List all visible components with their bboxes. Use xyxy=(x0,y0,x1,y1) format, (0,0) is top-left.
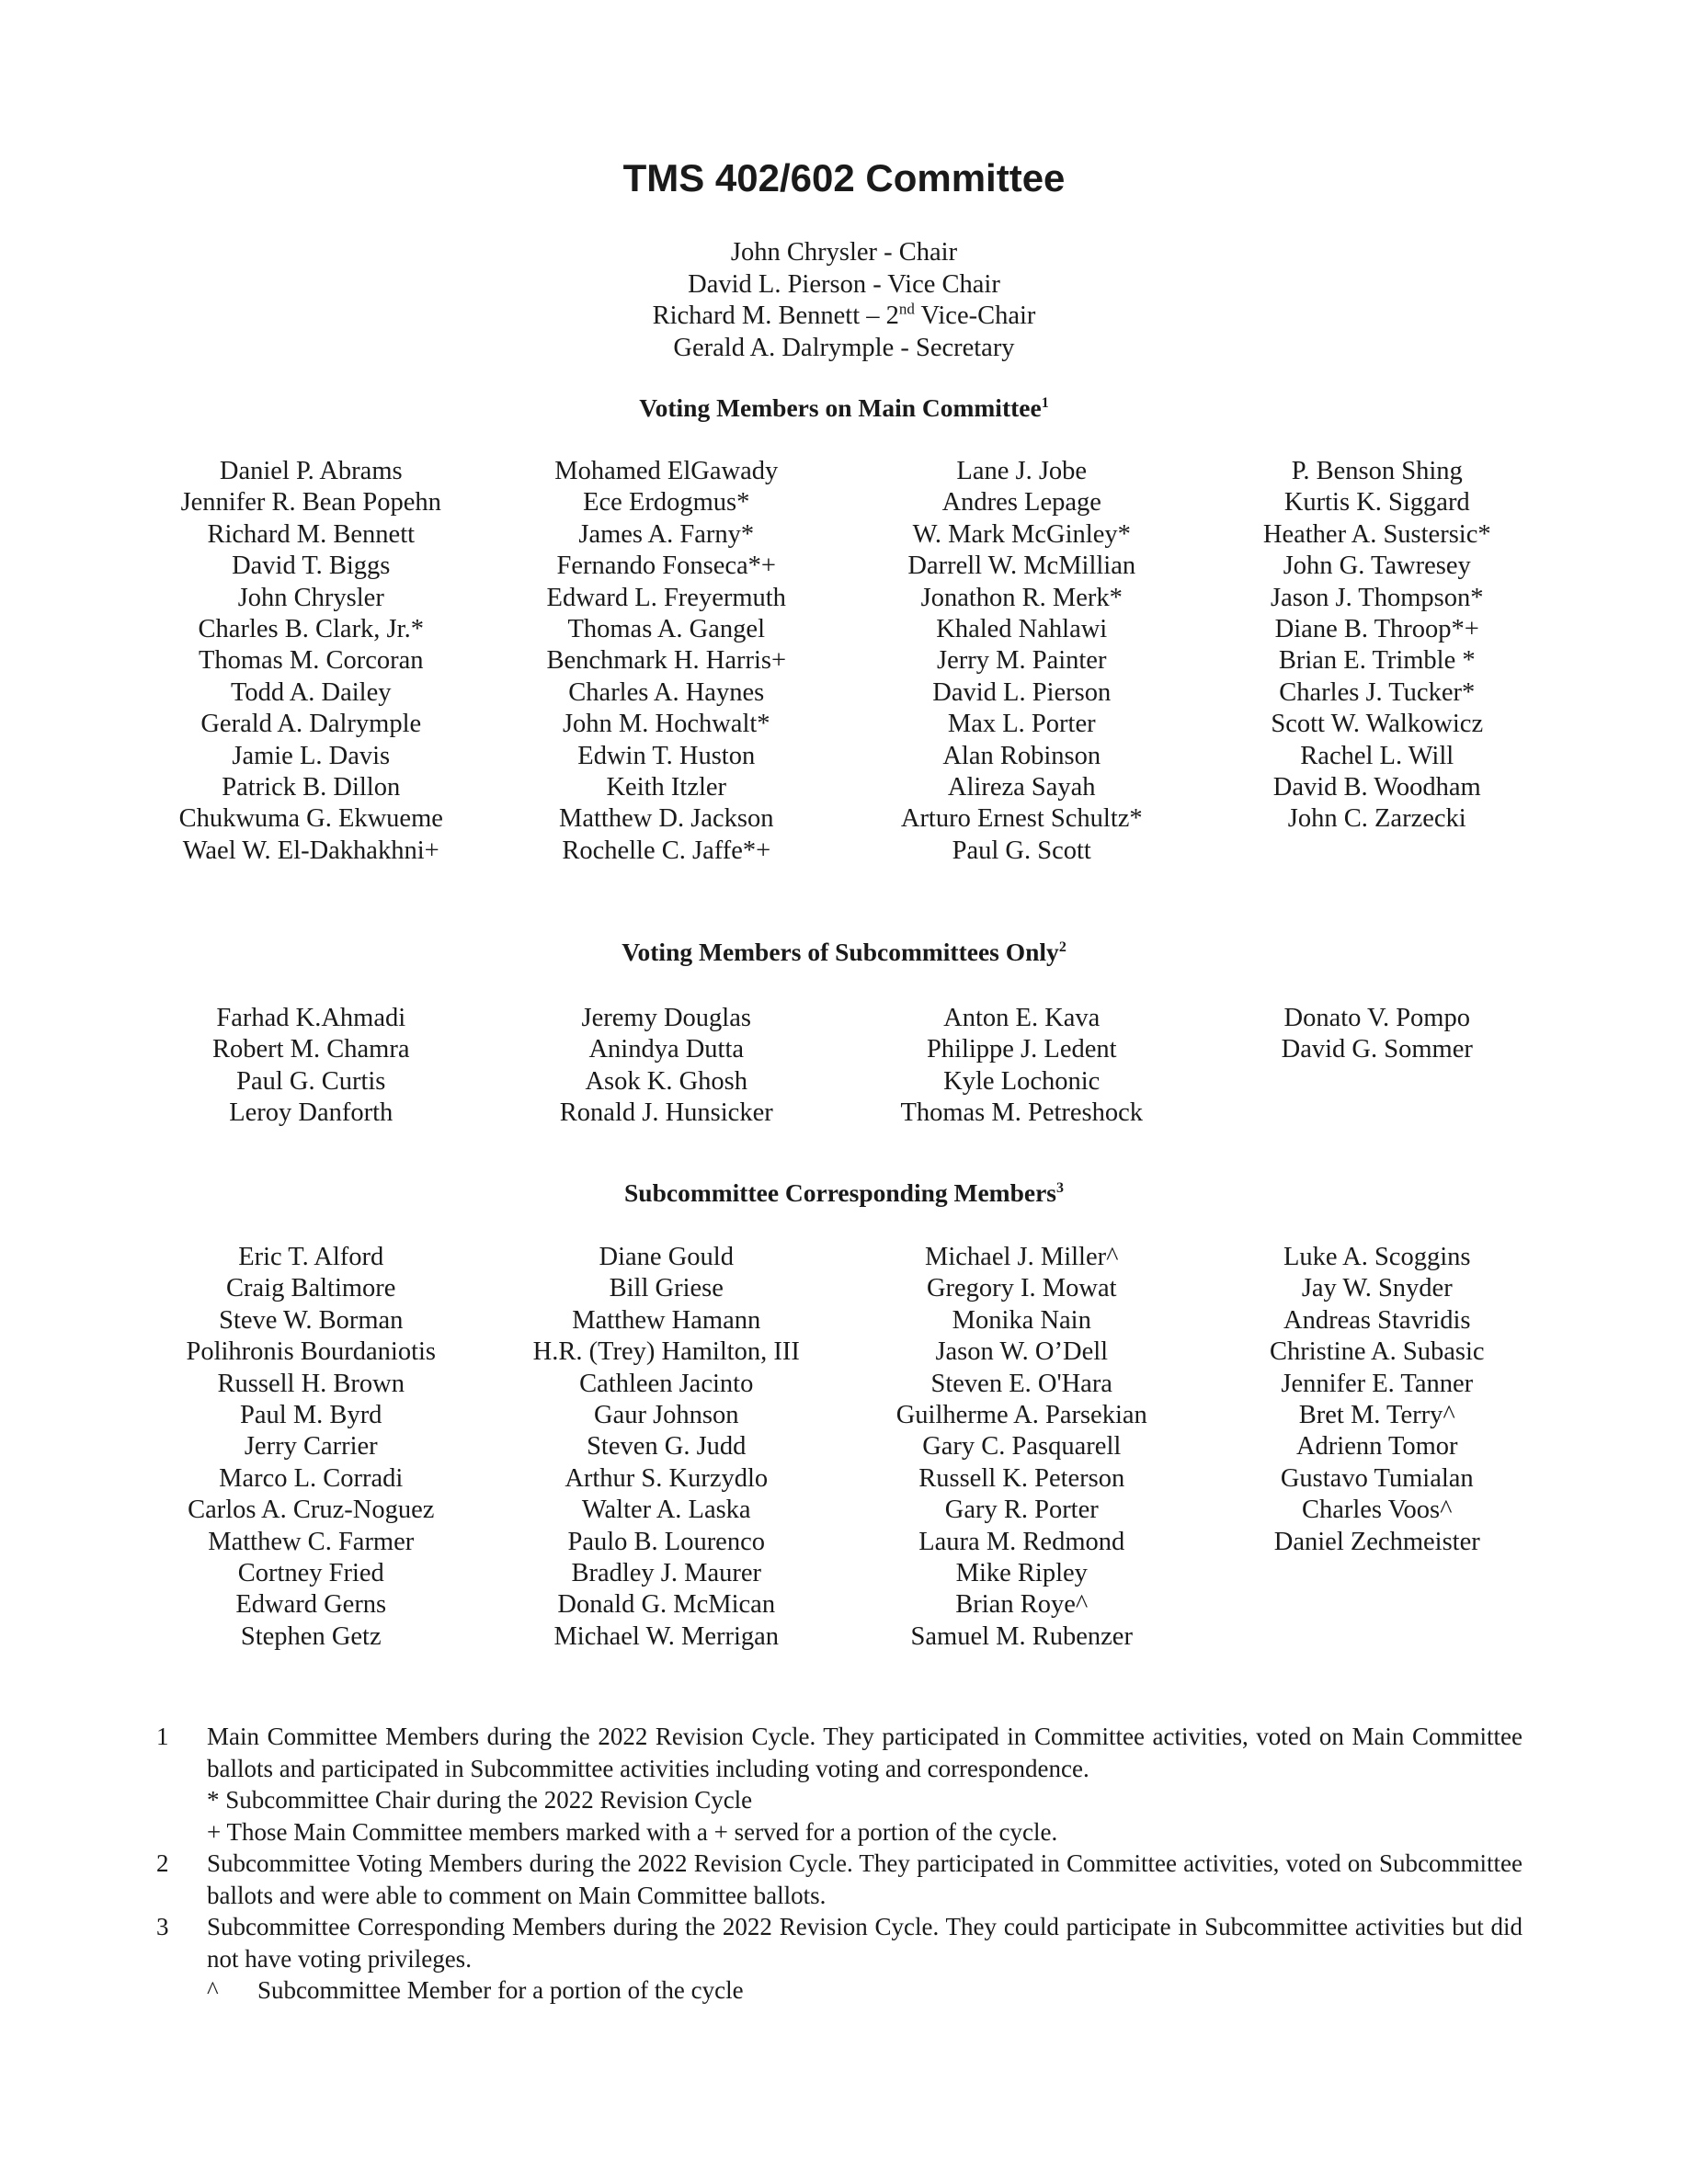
member-name: Jennifer R. Bean Popehn xyxy=(180,488,441,518)
member-name: Andres Lepage xyxy=(941,488,1101,518)
member-name: Donato V. Pompo xyxy=(1283,1004,1470,1032)
member-name: Gerald A. Dalrymple xyxy=(200,710,422,739)
member-name: Max L. Porter xyxy=(947,710,1096,739)
page-title: TMS 402/602 Committee xyxy=(622,156,1066,199)
member-name: Brian E. Trimble * xyxy=(1278,646,1476,676)
member-name: David L. Pierson xyxy=(932,677,1112,707)
member-name: Keith Itzler xyxy=(606,773,727,802)
member-name: Paul G. Curtis xyxy=(236,1066,386,1096)
member-name: Guilherme A. Parsekian xyxy=(895,1401,1147,1430)
member-name: Todd A. Dailey xyxy=(230,677,392,707)
member-name: Edwin T. Huston xyxy=(577,741,756,770)
member-name: Philippe J. Ledent xyxy=(926,1035,1117,1064)
member-name: Russell K. Peterson xyxy=(918,1463,1125,1493)
member-name: Michael J. Miller^ xyxy=(925,1243,1119,1271)
member-name: Brian Roye^ xyxy=(955,1590,1089,1620)
member-column xyxy=(1200,1003,1556,1130)
member-name: Diane Gould xyxy=(599,1243,734,1271)
member-name: Mohamed ElGawady xyxy=(554,457,779,485)
member-name: Matthew Hamann xyxy=(572,1305,761,1335)
member-name: Paul M. Byrd xyxy=(240,1401,382,1430)
member-name: Ronald J. Hunsicker xyxy=(559,1098,773,1128)
member-name: Gary C. Pasquarell xyxy=(922,1432,1122,1462)
member-name: Eric T. Alford xyxy=(238,1243,384,1271)
member-name: Donald G. McMican xyxy=(557,1590,776,1620)
member-name: Andreas Stavridis xyxy=(1283,1305,1471,1335)
member-name: Mike Ripley xyxy=(955,1559,1088,1588)
officer-second-vice-chair-pre: Richard M. Bennett – 2 xyxy=(652,301,899,330)
member-name: Wael W. El-Dakhakhni+ xyxy=(182,836,439,865)
member-name: David B. Woodham xyxy=(1272,773,1481,802)
officer-vice-chair: David L. Pierson - Vice Chair xyxy=(688,269,1000,299)
member-name: Matthew C. Farmer xyxy=(208,1527,415,1556)
member-name: Polihronis Bourdaniotis xyxy=(186,1337,437,1367)
member-name: Robert M. Chamra xyxy=(211,1035,410,1064)
member-name: Carlos A. Cruz-Noguez xyxy=(188,1496,435,1525)
member-column xyxy=(489,456,845,867)
member-name: David T. Biggs xyxy=(232,552,391,581)
member-name: Jerry Carrier xyxy=(244,1432,378,1462)
member-name: Edward Gerns xyxy=(235,1590,387,1620)
member-name: Jamie L. Davis xyxy=(232,741,391,770)
voting-main-heading-text: Voting Members on Main Committee xyxy=(639,393,1042,422)
footnote-number: 1 xyxy=(156,1723,169,1750)
footnote-text: Main Committee Members during the 2022 Revision Cycle. They participated in Committee activities, voted on Main Committee ballots and participated in Subcommittee activities including voting and correspondence. xyxy=(207,1723,1523,1782)
member-name: Chukwuma G. Ekwueme xyxy=(178,804,443,834)
member-name: Paul G. Scott xyxy=(952,836,1091,865)
member-name: Heather A. Sustersic* xyxy=(1262,519,1491,549)
member-name: Diane B. Throop*+ xyxy=(1274,615,1479,644)
member-name: Rochelle C. Jaffe*+ xyxy=(562,836,771,865)
member-name: Steven E. O'Hara xyxy=(930,1369,1112,1398)
corresponding-grid xyxy=(133,1242,1555,1653)
footnote-text: Subcommittee Corresponding Members during the 2022 Revision Cycle. They could participate in Subcommittee activities but did not have voting privileges. xyxy=(207,1913,1523,1973)
footnote-2 xyxy=(156,1848,1523,1911)
officer-secretary: Gerald A. Dalrymple - Secretary xyxy=(673,333,1015,362)
member-name: Craig Baltimore xyxy=(226,1274,396,1303)
member-name: W. Mark McGinley* xyxy=(912,519,1131,549)
footnote-marker-2: 2 xyxy=(1058,938,1066,955)
member-name: John M. Hochwalt* xyxy=(562,710,770,739)
voting-sub-heading xyxy=(0,938,1688,967)
member-name: David G. Sommer xyxy=(1281,1035,1473,1064)
member-name: Benchmark H. Harris+ xyxy=(546,646,787,676)
member-name: Stephen Getz xyxy=(240,1621,382,1651)
member-column xyxy=(1200,1242,1556,1653)
member-name: Charles A. Haynes xyxy=(568,677,765,707)
footnote-number: 2 xyxy=(156,1849,169,1877)
member-name: Farhad K.Ahmadi xyxy=(216,1004,406,1032)
member-name: Walter A. Laska xyxy=(581,1496,751,1525)
member-name: Scott W. Walkowicz xyxy=(1271,710,1484,739)
member-name: Daniel Zechmeister xyxy=(1273,1527,1480,1556)
member-name: Arthur S. Kurzydlo xyxy=(565,1463,769,1493)
member-name: Laura M. Redmond xyxy=(918,1527,1125,1556)
officers-list xyxy=(0,237,1688,364)
member-name: Bill Griese xyxy=(609,1274,724,1303)
member-name: Gary R. Porter xyxy=(944,1496,1099,1525)
member-column xyxy=(489,1242,845,1653)
member-name: Jerry M. Painter xyxy=(937,646,1107,676)
member-name: Arturo Ernest Schultz* xyxy=(900,804,1143,834)
member-name: John Chrysler xyxy=(237,583,384,612)
footnote-marker-1: 1 xyxy=(1041,394,1049,411)
member-column xyxy=(844,1003,1200,1130)
member-column xyxy=(1200,456,1556,867)
member-name: John C. Zarzecki xyxy=(1287,804,1466,834)
member-name: John G. Tawresey xyxy=(1283,552,1471,581)
caret-note-text: Subcommittee Member for a portion of the cycle xyxy=(257,1976,744,2004)
member-column xyxy=(133,1242,489,1653)
member-name: Gregory I. Mowat xyxy=(926,1274,1117,1303)
member-name: Christine A. Subasic xyxy=(1269,1337,1485,1367)
member-name: Fernando Fonseca*+ xyxy=(556,552,776,581)
footnotes xyxy=(156,1721,1523,2007)
footnote-marker-3: 3 xyxy=(1056,1179,1064,1196)
caret-symbol: ^ xyxy=(207,1976,219,2004)
member-name: Jeremy Douglas xyxy=(581,1004,751,1032)
member-name: Jason J. Thompson* xyxy=(1271,583,1484,612)
member-name: Thomas A. Gangel xyxy=(567,615,765,644)
member-name: Charles Voos^ xyxy=(1301,1496,1453,1525)
corresponding-heading xyxy=(0,1178,1688,1208)
member-name: Jonathon R. Merk* xyxy=(920,583,1123,612)
member-name: Kurtis K. Siggard xyxy=(1283,488,1470,518)
member-name: Steven G. Judd xyxy=(587,1432,747,1462)
member-name: James A. Farny* xyxy=(578,519,755,549)
member-column xyxy=(133,456,489,867)
member-name: Gaur Johnson xyxy=(593,1401,739,1430)
voting-sub-heading-text: Voting Members of Subcommittees Only xyxy=(622,938,1059,966)
member-name: Anindya Dutta xyxy=(588,1035,745,1064)
member-name: Kyle Lochonic xyxy=(943,1066,1101,1096)
member-name: Cathleen Jacinto xyxy=(579,1369,754,1398)
voting-main-heading xyxy=(0,393,1688,423)
member-name: P. Benson Shing xyxy=(1291,457,1463,485)
member-name: Alireza Sayah xyxy=(947,773,1096,802)
member-name: Daniel P. Abrams xyxy=(219,457,403,485)
voting-sub-grid xyxy=(133,1003,1555,1130)
footnote-sub-chair: * Subcommittee Chair during the 2022 Revision Cycle xyxy=(207,1786,753,1814)
footnote-3 xyxy=(156,1911,1523,2007)
member-name: Thomas M. Corcoran xyxy=(198,646,424,676)
member-name: H.R. (Trey) Hamilton, III xyxy=(532,1337,800,1367)
footnote-caret-note xyxy=(207,1974,1523,2007)
member-name: Bret M. Terry^ xyxy=(1298,1401,1455,1430)
member-column xyxy=(489,1003,845,1130)
member-name: Cortney Fried xyxy=(237,1559,384,1588)
member-name: Paulo B. Lourenco xyxy=(567,1527,765,1556)
member-name: Steve W. Borman xyxy=(219,1305,404,1335)
member-name: Thomas M. Petreshock xyxy=(900,1098,1144,1128)
member-name: Adrienn Tomor xyxy=(1295,1432,1458,1462)
member-name: Marco L. Corradi xyxy=(219,1463,404,1493)
member-name: Rachel L. Will xyxy=(1300,741,1454,770)
member-name: Lane J. Jobe xyxy=(956,457,1088,485)
member-name: Alan Robinson xyxy=(942,741,1101,770)
member-name: Darrell W. McMillian xyxy=(907,552,1136,581)
member-column xyxy=(133,1003,489,1130)
member-name: Jay W. Snyder xyxy=(1301,1274,1453,1303)
footnote-sub-plus: + Those Main Committee members marked with a + served for a portion of the cycle. xyxy=(207,1817,1058,1846)
member-name: Patrick B. Dillon xyxy=(222,773,401,802)
member-name: Ece Erdogmus* xyxy=(583,488,750,518)
member-column xyxy=(844,456,1200,867)
voting-main-grid xyxy=(133,456,1555,867)
member-name: Luke A. Scoggins xyxy=(1283,1243,1471,1271)
member-name: Asok K. Ghosh xyxy=(585,1066,748,1096)
footnote-1 xyxy=(156,1721,1523,1848)
member-name: Jason W. O’Dell xyxy=(935,1337,1109,1367)
member-name: Gustavo Tumialan xyxy=(1280,1463,1474,1493)
member-name: Charles J. Tucker* xyxy=(1279,677,1476,707)
member-name: Edward L. Freyermuth xyxy=(546,583,786,612)
member-name: Leroy Danforth xyxy=(229,1098,393,1128)
ordinal-suffix: nd xyxy=(898,300,915,318)
member-name: Monika Nain xyxy=(952,1305,1091,1335)
member-name: Matthew D. Jackson xyxy=(559,804,774,834)
member-name: Jennifer E. Tanner xyxy=(1281,1369,1474,1398)
member-name: Charles B. Clark, Jr.* xyxy=(198,615,424,644)
member-name: Khaled Nahlawi xyxy=(936,615,1108,644)
member-name: Michael W. Merrigan xyxy=(553,1621,780,1651)
member-name: Samuel M. Rubenzer xyxy=(910,1621,1133,1651)
member-name: Richard M. Bennett xyxy=(207,519,416,549)
member-name: Russell H. Brown xyxy=(217,1369,405,1398)
footnote-number: 3 xyxy=(156,1913,169,1940)
footnote-text: Subcommittee Voting Members during the 2022 Revision Cycle. They participated in Committee activities, voted on Subcommittee ballots and were able to comment on Main Committee ballots. xyxy=(207,1849,1523,1909)
member-name: Bradley J. Maurer xyxy=(571,1559,762,1588)
corresponding-heading-text: Subcommittee Corresponding Members xyxy=(624,1178,1056,1207)
officer-chair: John Chrysler - Chair xyxy=(730,238,958,267)
member-column xyxy=(844,1242,1200,1653)
member-name: Anton E. Kava xyxy=(943,1004,1101,1032)
officer-second-vice-chair-post: Vice-Chair xyxy=(914,301,1036,330)
officer-second-vice-chair xyxy=(0,301,1688,333)
